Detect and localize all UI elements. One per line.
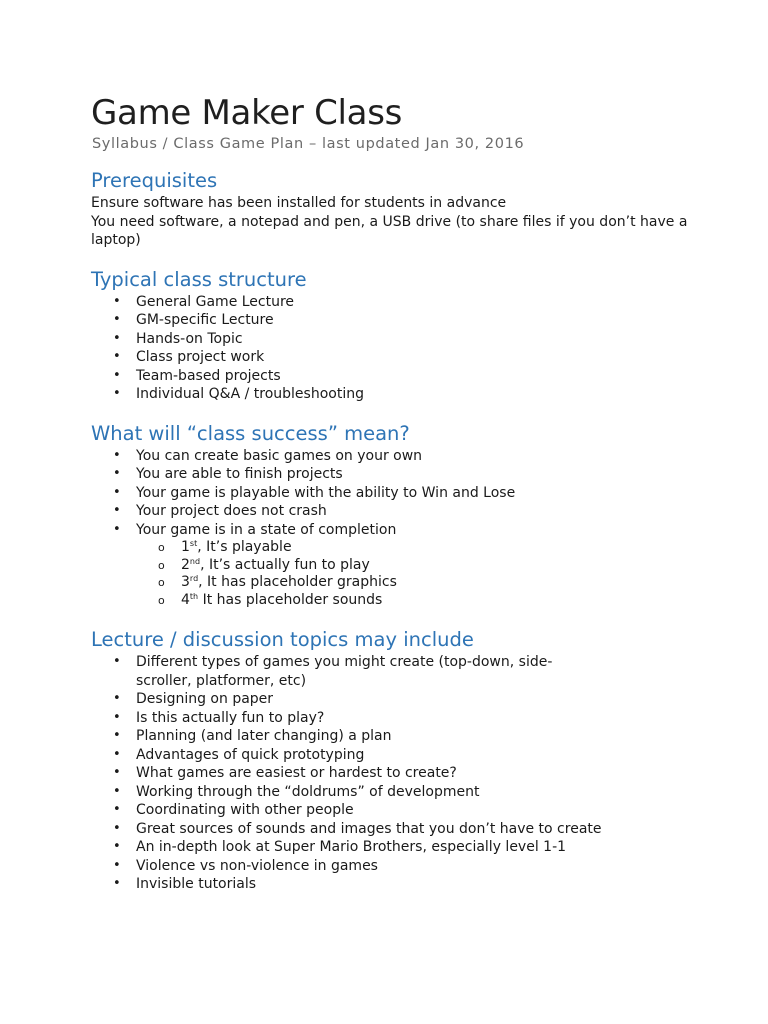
bullet-icon: •: [113, 783, 121, 799]
bullet-icon: •: [113, 728, 121, 743]
topics-heading: Lecture / discussion topics may include: [91, 628, 474, 651]
ordinal-suffix: nd: [189, 556, 201, 566]
ordinal-suffix: rd: [189, 574, 199, 583]
ordinal-number: 1: [181, 539, 190, 555]
list-item-text: Invisible tutorials: [136, 876, 257, 892]
bullet-icon: •: [113, 447, 121, 463]
success-heading: What will “class success” mean?: [91, 421, 410, 445]
ordinal-number: 2: [181, 556, 190, 573]
bullet-icon: •: [113, 839, 121, 854]
list-item-text: You can create basic games on your own: [136, 447, 423, 464]
sublist-item: [91, 557, 691, 575]
bullet-icon: •: [113, 709, 121, 725]
list-item-text: Designing on paper: [136, 691, 274, 707]
list-item: [91, 330, 691, 349]
bullet-icon: •: [113, 293, 121, 309]
bullet-icon: •: [113, 691, 121, 706]
list-item: [91, 838, 691, 857]
sublist-item: [91, 539, 691, 557]
list-item-text: What games are easiest or hardest to create?: [136, 765, 457, 781]
completion-sublist: [91, 539, 691, 609]
bullet-icon: •: [113, 386, 121, 401]
sublist-item: [91, 574, 691, 592]
list-item: [91, 447, 691, 466]
bullet-icon: •: [113, 312, 121, 327]
prerequisites-line: You need software, a notepad and pen, a USB drive (to share files if you don’t have a laptop): [91, 213, 688, 248]
circle-bullet-icon: o: [158, 576, 165, 589]
document-page: [91, 92, 691, 894]
list-item: [91, 690, 691, 709]
list-item-text: Your game is playable with the ability to Win and Lose: [136, 484, 516, 501]
list-item: [91, 367, 691, 386]
ordinal-suffix: st: [189, 539, 198, 548]
list-item-text: Hands-on Topic: [136, 330, 243, 347]
circle-bullet-icon: o: [158, 593, 165, 607]
sublist-item-text: It has placeholder sounds: [198, 591, 383, 608]
list-item: [91, 857, 691, 876]
bullet-icon: •: [113, 765, 121, 780]
list-item: [91, 764, 691, 783]
list-item-text: Working through the “doldrums” of development: [136, 783, 480, 800]
list-item: [91, 348, 691, 367]
structure-heading: Typical class structure: [91, 267, 307, 291]
ordinal-number: 4: [181, 591, 190, 608]
sublist-item: [91, 592, 691, 610]
document-title: Game Maker Class: [91, 93, 403, 133]
list-item-text: Coordinating with other people: [136, 802, 354, 818]
bullet-icon: •: [113, 466, 121, 481]
bullet-icon: •: [113, 484, 121, 500]
list-item-text: Different types of games you might create (top-down, side-scroller, platformer, etc): [136, 654, 553, 689]
list-item: [91, 875, 691, 894]
bullet-icon: •: [113, 654, 121, 669]
list-item: [91, 709, 691, 728]
list-item-text: Individual Q&A / troubleshooting: [136, 386, 364, 402]
circle-bullet-icon: o: [158, 558, 165, 572]
bullet-icon: •: [113, 876, 121, 891]
sublist-item-text: , It’s actually fun to play: [200, 556, 370, 573]
success-list: [91, 447, 691, 540]
bullet-icon: •: [113, 820, 121, 836]
list-item: [91, 465, 691, 484]
prerequisites-line: Ensure software has been installed for students in advance: [91, 195, 507, 211]
ordinal-number: 3: [181, 574, 190, 590]
circle-bullet-icon: o: [158, 541, 165, 554]
list-item: [91, 385, 691, 404]
topics-list: [91, 653, 691, 894]
bullet-icon: •: [113, 746, 121, 762]
sublist-item-text: , It has placeholder graphics: [198, 574, 397, 590]
list-item-text: Great sources of sounds and images that you don’t have to create: [136, 820, 602, 837]
ordinal-suffix: th: [189, 591, 199, 601]
list-item: [91, 727, 691, 746]
list-item: [91, 502, 691, 521]
list-item: [91, 484, 691, 503]
list-item-text: Class project work: [136, 349, 265, 365]
prerequisites-heading: Prerequisites: [91, 169, 218, 192]
list-item: [91, 783, 691, 802]
list-item-text: Your project does not crash: [136, 503, 327, 519]
bullet-icon: •: [113, 349, 121, 364]
bullet-icon: •: [113, 330, 121, 346]
list-item: [91, 746, 691, 765]
list-item: [91, 801, 691, 820]
list-item-text: General Game Lecture: [136, 293, 295, 310]
bullet-icon: •: [113, 367, 121, 383]
list-item-text: GM-specific Lecture: [136, 312, 274, 328]
list-item: [91, 653, 606, 690]
document-subtitle: Syllabus / Class Game Plan – last updated Jan 30, 2016: [92, 136, 525, 152]
list-item-text: Team-based projects: [136, 367, 281, 384]
list-item-text: Is this actually fun to play?: [136, 709, 325, 726]
list-item-text: An in-depth look at Super Mario Brothers, especially level 1-1: [136, 839, 567, 855]
list-item: [91, 820, 691, 839]
list-item-text: Planning (and later changing) a plan: [136, 728, 392, 744]
list-item-text: You are able to finish projects: [136, 466, 343, 482]
list-item: [91, 521, 691, 540]
sublist-item-text: , It’s playable: [197, 539, 292, 555]
structure-list: [91, 293, 691, 404]
bullet-icon: •: [113, 857, 121, 873]
list-item-text: Your game is in a state of completion: [136, 521, 397, 538]
bullet-icon: •: [113, 802, 121, 817]
list-item: [91, 311, 691, 330]
bullet-icon: •: [113, 521, 121, 537]
list-item-text: Violence vs non-violence in games: [136, 857, 378, 874]
bullet-icon: •: [113, 503, 121, 518]
list-item-text: Advantages of quick prototyping: [136, 746, 365, 763]
list-item: [91, 293, 691, 312]
